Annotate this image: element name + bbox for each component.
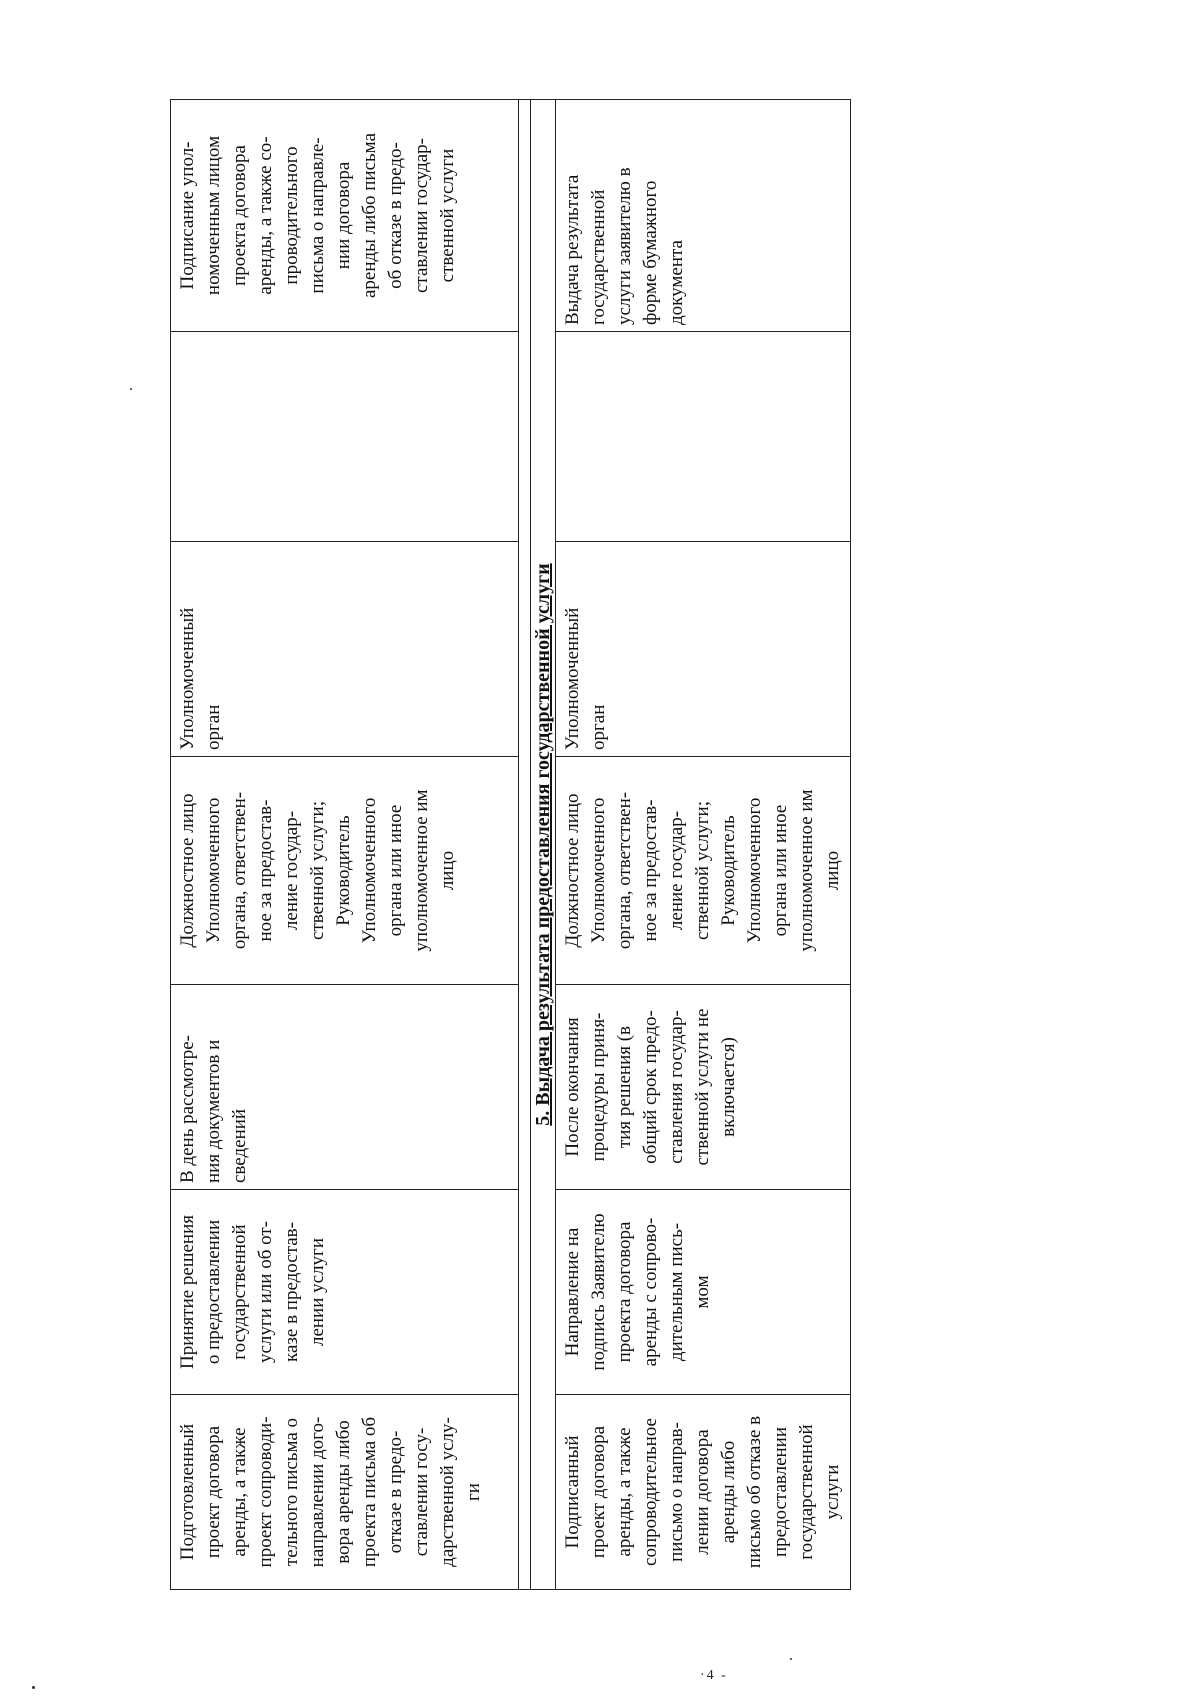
cell-line: государственной [796,1424,817,1560]
cell-line: ния документов и [203,1039,224,1183]
cell-line: направлении дого- [307,1416,328,1568]
cell-line: ственной услуги не [692,1008,713,1166]
cell-line: услуги или об от- [255,1221,276,1363]
cell-line: Уполномоченного [588,797,609,944]
cell-line: аренды либо [718,1440,739,1544]
cell-line: Подписанный [562,1435,583,1549]
section-title: 5. Выдача результата предоставления государственной услуги [531,100,556,1590]
cell-line: вора аренды либо [333,1420,354,1564]
cell-line: аренды либо письма [359,132,380,299]
cell-line: ставлении госу- [411,1427,432,1557]
cell-line: проект договора [203,1425,224,1559]
scan-speck [32,1686,35,1689]
cell-line: органа или иное [385,804,406,937]
cell-line: орган [203,704,224,750]
cell-line: дарственной услу- [437,1417,458,1567]
place-cell [171,542,519,757]
cell-line: аренды, а также [614,1427,635,1557]
cell-line: номоченным лицом [203,135,224,296]
cell-line: Уполномоченного [744,797,765,944]
scan-speck [790,1658,792,1660]
cell-line: Уполномоченный [177,607,198,750]
cell-line: проекта договора [614,1221,635,1363]
cell-line: аренды, а также [229,1427,250,1557]
table-row [556,100,851,1590]
cell-line: ственной услуги; [307,801,328,940]
cell-line: включается) [718,1037,739,1137]
cell-line: В день рассмотре- [177,1035,198,1183]
action-cell [556,1190,851,1395]
responsible-cell [171,757,519,985]
cell-line: письма о направле- [307,137,328,294]
cell-line: Уполномоченный [562,607,583,750]
cell-line: лицо [822,850,843,891]
rotated-table-block [170,100,843,1590]
place-cell [556,542,851,757]
row-gap [519,100,531,1590]
cell-line: орган [588,704,609,750]
cell-line: Руководитель [718,815,739,926]
cell-line: Уполномоченного [203,797,224,944]
cell-line: органа или иное [770,804,791,937]
cell-line: общий срок предо- [640,1010,661,1164]
cell-line: ставления государ- [666,1010,687,1164]
result-cell [171,1395,519,1590]
cell-line: Подписание упол- [177,141,198,290]
procedure-table [170,99,851,1590]
cell-line: сопроводительное [640,1418,661,1566]
cell-line: услуги заявителю в [614,167,635,325]
cell-line: ставлении государ- [411,138,432,293]
cell-line: ное за предостав- [640,799,661,942]
cell-line: После окончания [562,1017,583,1157]
cell-line: аренды с сопрово- [640,1217,661,1367]
cell-line: нии договора [333,161,354,270]
outcome-cell [171,100,519,332]
criteria-cell [556,332,851,542]
cell-line: об отказе в предо- [385,142,406,289]
cell-line: ление государ- [666,810,687,931]
cell-line: проект договора [588,1425,609,1559]
cell-line: Принятие решения [177,1214,198,1370]
cell-line: проекта договора [229,145,250,286]
cell-line: о предоставлении [203,1219,224,1365]
cell-line: государственной [588,189,609,325]
page-number: ·4 - [700,1668,728,1683]
cell-line: документа [666,240,687,325]
cell-line: органа, ответствен- [614,791,635,950]
cell-line: Должностное лицо [562,793,583,948]
outcome-cell [556,100,851,332]
cell-line: ление государ- [281,810,302,931]
cell-line: уполномоченное им [796,789,817,952]
cell-line: процедуры приня- [588,1012,609,1162]
cell-line: Выдача результата [562,174,583,325]
cell-line: органа, ответствен- [229,791,250,950]
cell-line: проекта письма об [359,1416,380,1568]
cell-line: отказе в предо- [385,1430,406,1554]
cell-line: услуги [822,1464,843,1520]
cell-line: Подготовленный [177,1423,198,1561]
cell-line: ное за предостав- [255,799,276,942]
responsible-cell [556,757,851,985]
deadline-cell [556,985,851,1190]
cell-line: ственной услуги [437,148,458,283]
cell-line: Уполномоченного [359,797,380,944]
cell-line: сведений [229,1108,250,1183]
cell-line: ственной услуги; [692,801,713,940]
cell-line: предоставлении [770,1426,791,1558]
deadline-cell [171,985,519,1190]
result-cell [556,1395,851,1590]
action-cell [171,1190,519,1395]
cell-line: мом [692,1275,713,1309]
cell-line: Руководитель [333,815,354,926]
cell-line: аренды, а также со- [255,136,276,295]
cell-line: проводительного [281,146,302,285]
cell-line: Направление на [562,1227,583,1357]
cell-line: форме бумажного [640,180,661,325]
section-heading-row [531,100,556,1590]
cell-line: проект сопроводи- [255,1416,276,1568]
cell-line: письмо об отказе в [744,1415,765,1569]
table-row [171,100,519,1590]
cell-line: лении договора [692,1429,713,1555]
cell-line: казе в предостав- [281,1222,302,1362]
criteria-cell [171,332,519,542]
cell-line: лении услуги [307,1237,328,1347]
cell-line: ги [463,1483,484,1501]
cell-line: Должностное лицо [177,793,198,948]
scan-speck [130,388,132,390]
cell-line: тельного письма о [281,1417,302,1567]
cell-line: государственной [229,1224,250,1360]
cell-line: тия решения (в [614,1025,635,1149]
cell-line: уполномоченное им [411,789,432,952]
cell-line: письмо о направ- [666,1422,687,1562]
cell-line: подпись Заявителю [588,1213,609,1371]
cell-line: лицо [437,850,458,891]
cell-line: дительным пись- [666,1222,687,1362]
